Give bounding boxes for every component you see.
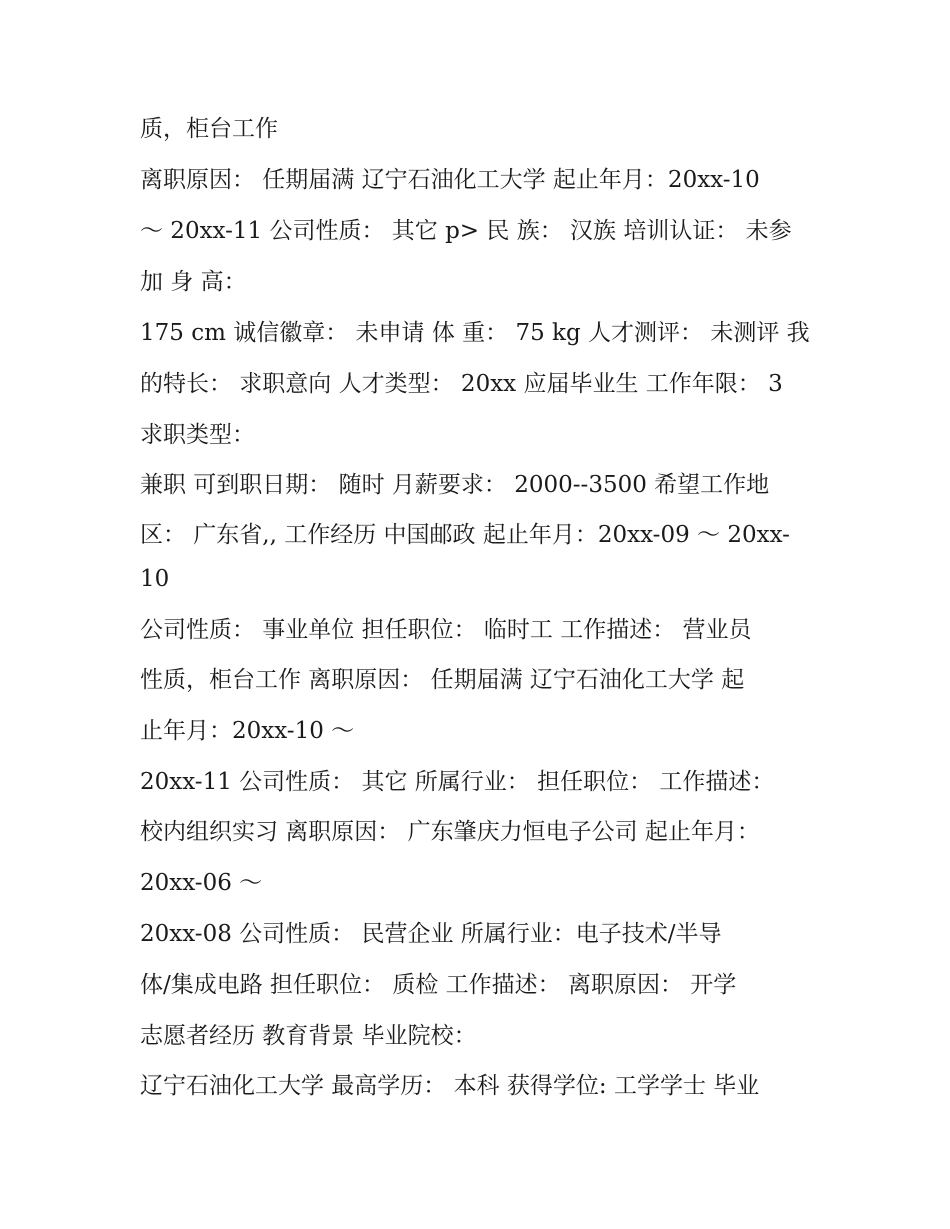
text-line: 20xx-06 ～: [140, 870, 263, 896]
text-line: 兼职 可到职日期： 随时 月薪要求： 2000--3500 希望工作地: [140, 472, 770, 498]
text-line: 的特长： 求职意向 人才类型： 20xx 应届毕业生 工作年限： 3: [140, 371, 783, 397]
text-line: 175 cm 诚信徽章： 未申请 体 重： 75 kg 人才测评： 未测评 我: [140, 320, 810, 346]
text-line: 区： 广东省,, 工作经历 中国邮政 起止年月：20xx-09 ～ 20xx-: [140, 522, 790, 548]
text-line: 20xx-08 公司性质： 民营企业 所属行业：电子技术/半导: [140, 921, 722, 947]
text-line: 体/集成电路 担任职位： 质检 工作描述： 离职原因： 开学: [140, 972, 737, 998]
text-line: 辽宁石油化工大学 最高学历： 本科 获得学位: 工学学士 毕业: [140, 1073, 760, 1099]
text-line: 性质，柜台工作 离职原因： 任期届满 辽宁石油化工大学 起: [140, 667, 745, 693]
text-line: 加 身 高：: [140, 269, 247, 295]
text-line: 质，柜台工作: [140, 116, 278, 142]
text-line: 10: [140, 566, 170, 592]
text-line: 止年月：20xx-10 ～: [140, 718, 355, 744]
text-line: 离职原因： 任期届满 辽宁石油化工大学 起止年月：20xx-10: [140, 167, 760, 193]
text-line: ～ 20xx-11 公司性质： 其它 p> 民 族： 汉族 培训认证： 未参: [140, 218, 792, 244]
text-line: 公司性质： 事业单位 担任职位： 临时工 工作描述： 营业员: [140, 617, 752, 643]
text-line: 20xx-11 公司性质： 其它 所属行业： 担任职位： 工作描述：: [140, 769, 775, 795]
text-line: 志愿者经历 教育背景 毕业院校：: [140, 1023, 477, 1049]
text-line: 校内组织实习 离职原因： 广东肇庆力恒电子公司 起止年月：: [140, 819, 760, 845]
text-line: 求职类型：: [140, 422, 255, 448]
